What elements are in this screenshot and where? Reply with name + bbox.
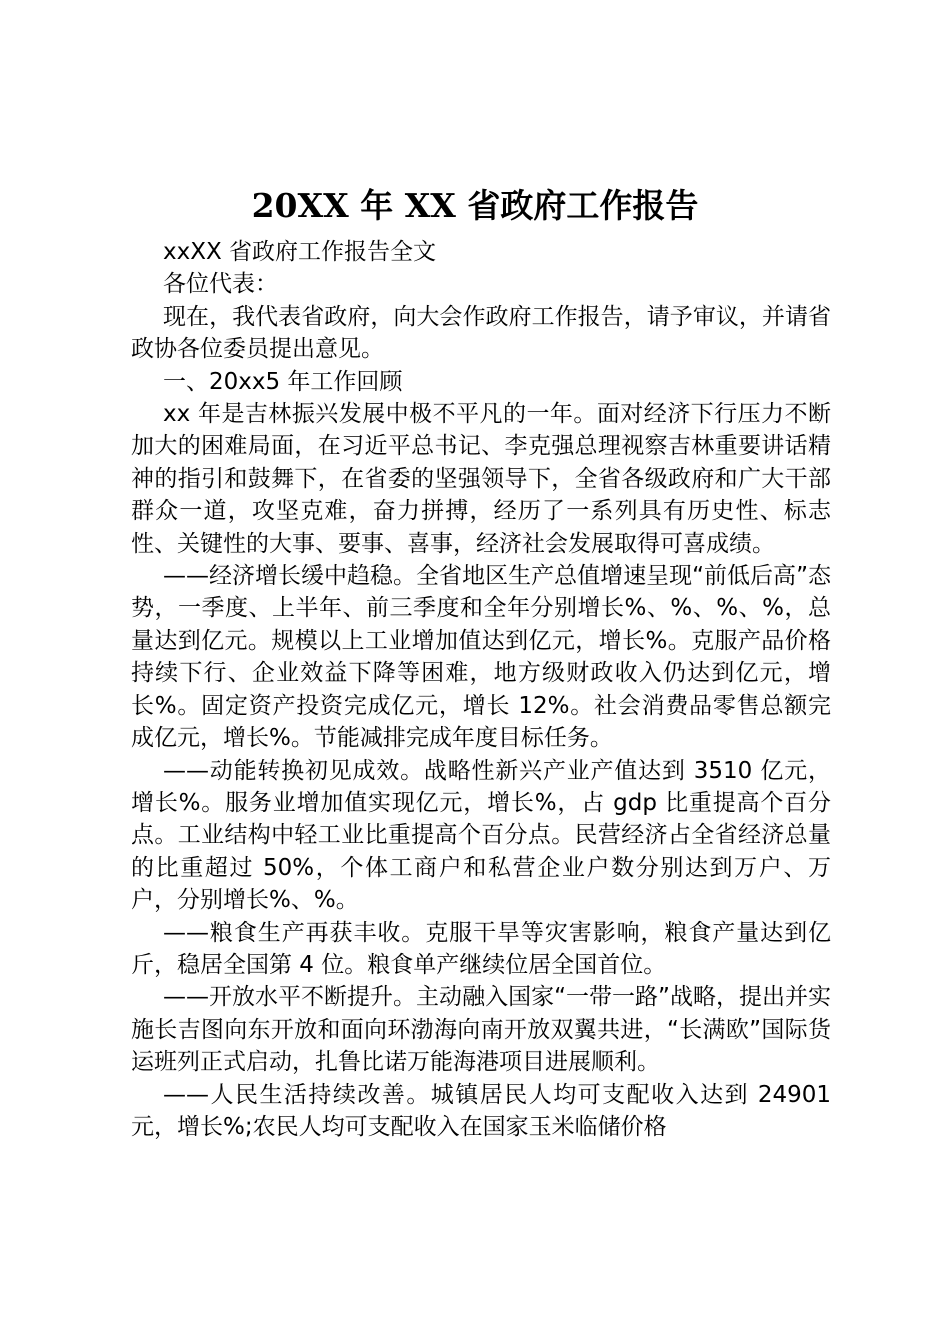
paragraph-economy: ——经济增长缓中趋稳。全省地区生产总值增速呈现“前低后高”态势，一季度、上半年、前三季度和全年分别增长%、%、%、%，总量达到亿元。规模以上工业增加值达到亿元，增长%。克服产品价格持续下行、企业效益下降等困难，地方级财政收入仍达到亿元，增长%。固定资产投资完成亿元，增长 12%。社会消费品零售总额完成亿元，增长%。节能减排完成年度目标任务。: [131, 563, 831, 752]
paragraph-momentum: ——动能转换初见成效。战略性新兴产业产值达到 3510 亿元，增长%。服务业增加值实现亿元，增长%，占 gdp 比重提高个百分点。工业结构中轻工业比重提高个百分点。民营经济占全省经济总量的比重超过 50%，个体工商户和私营企业户数分别达到万户、万户，分别增长%、%。: [131, 757, 831, 914]
document-body: [131, 236, 831, 1143]
section-heading: 一、20xx5 年工作回顾: [163, 368, 403, 395]
paragraph-intro: 现在，我代表省政府，向大会作政府工作报告，请予审议，并请省政协各位委员提出意见。: [131, 303, 831, 363]
paragraph-salutation: 各位代表：: [163, 271, 278, 298]
paragraph-opening: ——开放水平不断提升。主动融入国家“一带一路”战略，提出并实施长吉图向东开放和面向环渤海向南开放双翼共进，“长满欧”国际货运班列正式启动，扎鲁比诺万能海港项目进展顺利。: [131, 984, 831, 1076]
paragraph-overview: xx 年是吉林振兴发展中极不平凡的一年。面对经济下行压力不断加大的困难局面，在习近平总书记、李克强总理视察吉林重要讲话精神的指引和鼓舞下，在省委的坚强领导下，全省各级政府和广大干部群众一道，攻坚克难，奋力拼搏，经历了一系列具有历史性、标志性、关键性的大事、要事、喜事，经济社会发展取得可喜成绩。: [131, 401, 831, 557]
paragraph-livelihood: ——人民生活持续改善。城镇居民人均可支配收入达到 24901 元，增长%;农民人均可支配收入在国家玉米临储价格: [131, 1081, 831, 1140]
paragraph-subtitle: xxXX 省政府工作报告全文: [163, 239, 437, 265]
paragraph-grain: ——粮食生产再获丰收。克服干旱等灾害影响，粮食产量达到亿斤，稳居全国第 4 位。粮食单产继续位居全国首位。: [131, 919, 831, 978]
document-title: 20XX 年 XX 省政府工作报告: [251, 186, 699, 225]
